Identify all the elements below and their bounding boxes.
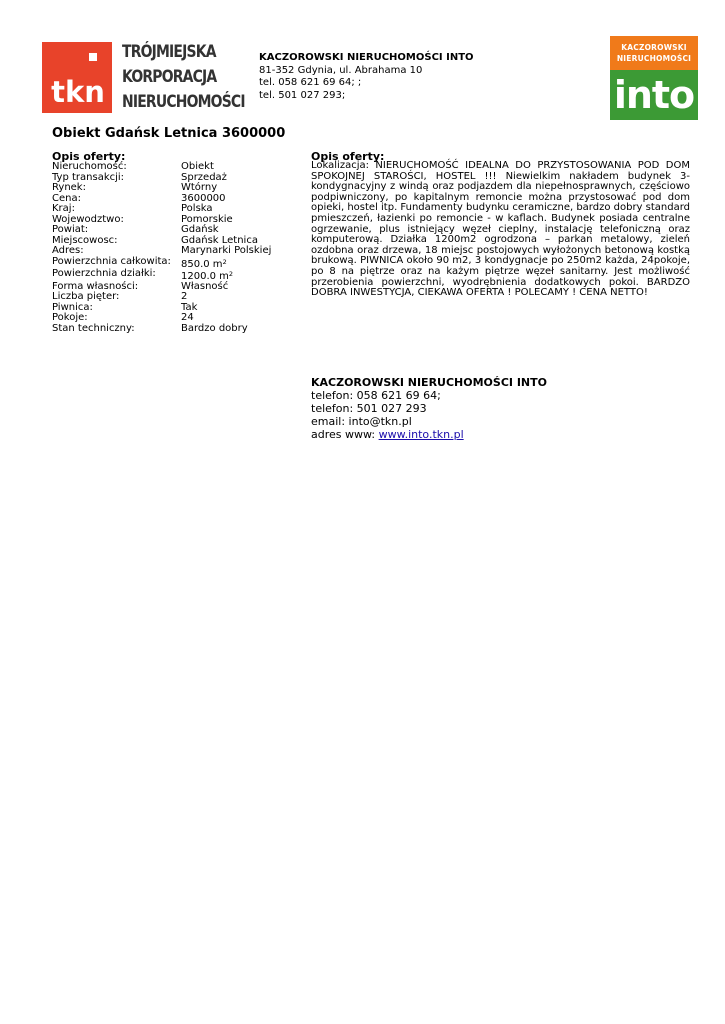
detail-value: [181, 282, 228, 293]
detail-row: [52, 204, 292, 215]
detail-label: Stan techniczny:: [52, 322, 135, 334]
detail-value-text: 850.0 m: [181, 258, 223, 270]
description-text: Lokalizacja: NIERUCHOMOŚĆ IDEALNA DO PRZYSTOSOWANIA POD DOM SPOKOJNEJ STAROŚCI, HOSTEL !!! Niewielkim nakładem budynek 3-kondygnacyjny z windą oraz podjazdem dla niepełnosprawnych, częściowo podpiwniczony, po kapitalnym remoncie można przystosować pod dom opieki, hostel itp. Fundamenty budynku ceramiczne, bardzo dobry standard pmieszczeń, łazienki po remoncie - w kaflach. Budynek posiada centralne ogrzewanie, plus istniejący węzeł cieplny, instalację telefoniczną oraz komputerową. Działka 1200m2 ogrodzona – parkan metalowy, zieleń ozdobna oraz drzewa, 18 miejsc postojowych wyłożonych betonową kostką brukową. PIWNICA około 90 m2, 3 kondygnacje po 250m2 każda, 24pokoje, po 8 na piętrze oraz na każym piętrze węzeł sanitarny. Jest możliwość przerobienia powierzchni, wyodrębnienia dodatkowych pokoi. BARDZO DOBRA INWESTYCJA, CIEKAWA OFERTA ! POLECAMY ! CENA NETTO!: [311, 160, 691, 299]
page-title: Obiekt Gdańsk Letnica 3600000: [52, 126, 286, 141]
detail-label: Forma własności:: [52, 280, 139, 292]
contact-email: email: into@tkn.pl: [311, 415, 412, 428]
detail-label: Adres:: [52, 245, 84, 256]
detail-value: [181, 324, 248, 335]
contact-company: KACZOROWSKI NIERUCHOMOŚCI INTO: [311, 376, 547, 389]
detail-value-text: Własność: [181, 280, 229, 292]
tkn-logo-line: NIERUCHOMOŚCI: [122, 92, 245, 112]
detail-label: Nieruchomość:: [52, 161, 127, 172]
detail-row: [52, 324, 292, 335]
detail-value-text: 2: [181, 291, 188, 302]
detail-row: [52, 269, 292, 282]
detail-label: Kraj:: [52, 203, 75, 214]
detail-value-text: Polska: [181, 203, 213, 214]
detail-label: Pokoje:: [52, 312, 88, 323]
detail-value-text: Marynarki Polskiej: [181, 245, 272, 256]
tkn-logo-wordmark: [122, 40, 245, 115]
header-address: 81-352 Gdynia, ul. Abrahama 10: [259, 64, 423, 76]
detail-value-text: Gdańsk: [181, 224, 219, 235]
detail-label: Powierzchnia działki:: [52, 268, 156, 279]
detail-label: Powierzchnia całkowita:: [52, 255, 171, 267]
detail-value-text: Pomorskie: [181, 213, 233, 225]
unit-superscript: 2: [228, 270, 234, 278]
description-heading: Opis oferty:: [311, 150, 385, 163]
detail-label: Typ transakcji:: [52, 171, 125, 183]
header-phone: tel. 058 621 69 64; ;: [259, 77, 362, 88]
detail-row: [52, 183, 292, 194]
detail-value-text: Obiekt: [181, 161, 214, 172]
detail-value-text: Tak: [181, 301, 198, 313]
contact-www: [311, 428, 547, 441]
detail-label: Liczba pięter:: [52, 291, 120, 302]
into-logo-word: into: [610, 70, 698, 120]
contact-www-label: adres www:: [311, 428, 379, 441]
detail-value: [181, 257, 227, 270]
header-phone: tel. 501 027 293;: [259, 89, 346, 101]
detail-value-text: 24: [181, 312, 194, 323]
tkn-logo-line: KORPORACJA: [122, 67, 217, 87]
logo-square-icon: [89, 53, 97, 61]
into-logo-line: NIERUCHOMOŚCI: [616, 54, 692, 63]
detail-row: [52, 173, 292, 184]
website-link[interactable]: www.into.tkn.pl: [378, 428, 464, 441]
detail-row: [52, 194, 292, 205]
tkn-logo-line: TRÓJMIEJSKA: [122, 42, 216, 62]
detail-label: Miejscowosc:: [52, 234, 118, 246]
unit-superscript: 2: [222, 257, 227, 266]
detail-label: Cena:: [52, 192, 81, 204]
detail-label: Wojewodztwo:: [52, 213, 124, 225]
tkn-logo-mark: [42, 42, 112, 113]
tkn-logo-letters: tkn: [51, 75, 105, 109]
contact-block: [311, 376, 547, 441]
detail-value-text: Sprzedaż: [181, 171, 227, 183]
detail-row: [52, 246, 292, 257]
into-logo-top: [610, 36, 698, 70]
detail-row: [52, 313, 292, 324]
detail-value-text: 1200.0 m: [181, 271, 229, 282]
detail-value-text: 3600000: [181, 192, 226, 204]
detail-row: [52, 215, 292, 226]
detail-label: Piwnica:: [52, 301, 93, 313]
detail-row: [52, 162, 292, 173]
details-heading: Opis oferty:: [52, 150, 126, 163]
header-contact: [259, 52, 474, 102]
detail-label: Rynek:: [52, 182, 86, 193]
detail-value: [181, 246, 271, 257]
header-company: KACZOROWSKI NIERUCHOMOŚCI INTO: [259, 52, 474, 63]
detail-row: [52, 292, 292, 303]
detail-value-text: Bardzo dobry: [181, 322, 248, 334]
contact-phone: telefon: 501 027 293: [311, 402, 427, 415]
detail-label: Powiat:: [52, 224, 89, 235]
detail-row: [52, 303, 292, 314]
details-list: [52, 162, 292, 334]
into-logo-line: KACZOROWSKI: [621, 43, 687, 52]
into-logo: [610, 36, 698, 120]
contact-phone: telefon: 058 621 69 64;: [311, 389, 441, 402]
detail-value-text: Wtórny: [181, 182, 218, 193]
detail-value-text: Gdańsk Letnica: [181, 234, 258, 246]
